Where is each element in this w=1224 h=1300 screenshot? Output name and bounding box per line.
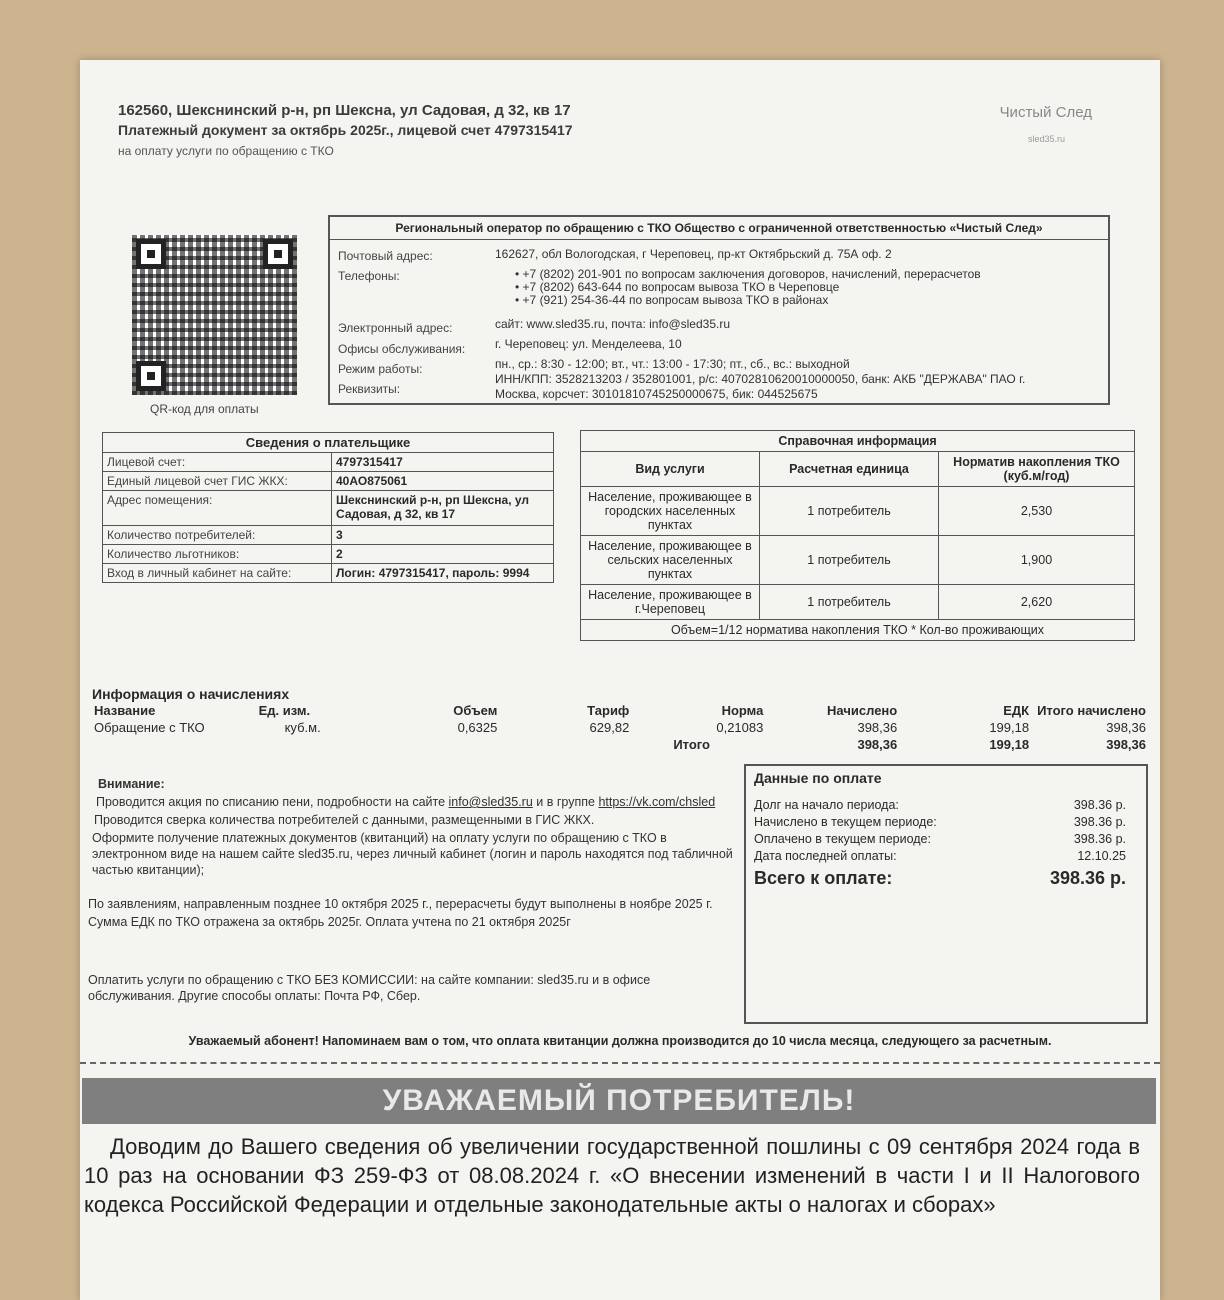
beneficiaries-count-value: 2 [332,545,554,564]
hours-label: Режим работы: [338,362,423,376]
total-label: Итого [673,737,710,752]
phone-2: • +7 (8202) 643-644 по вопросам вывоза ТКО в Череповце [515,280,840,294]
ref-cell: 2,530 [939,487,1135,536]
company-logo: Чистый След [999,104,1092,121]
operator-info-box [328,215,1110,405]
logo-url: sled35.ru [1027,134,1065,144]
accruals-total-row [90,736,1150,753]
email-link[interactable]: info@sled35.ru [448,795,533,809]
hours-value: пн., ср.: 8:30 - 12:00; вт., чт.: 13:00 - 17:30; пт., сб., вс.: выходной [495,357,850,371]
table-row [90,719,1150,736]
payment-reminder: Уважаемый абонент! Напоминаем вам о том, что оплата квитанции должна производится до 10 числа месяца, следующего за расчетным. [188,1034,1052,1048]
cabinet-login-value[interactable]: Логин: 4797315417, пароль: 9994 [332,564,554,583]
col-unit: Ед. изм. [258,703,311,718]
payer-table-title: Сведения о плательщике [103,433,554,453]
notice-payment-methods: Оплатить услуги по обращению с ТКО БЕЗ КОМИССИИ: на сайте компании: sled35.ru и в офисе обслуживания. Другие способы оплаты: Почта РФ, Сбер. [88,973,651,1003]
notice-reconciliation: Проводится сверка количества потребителей с данными, размещенными в ГИС ЖКХ. [94,813,595,827]
table-row [103,453,554,472]
gis-account-value: 40АО875061 [332,472,554,491]
banner-text: Доводим до Вашего сведения об увеличении государственной пошлины с 09 сентября 2024 года в 10 раз на основании ФЗ 259-ФЗ от 08.08.2024 г. «О внесении изменений в части I и II Налогового кодекса Российской Федерации и отдельные законодательные акты о налогах и сборах» [84,1134,1140,1217]
beneficiaries-count-label: Количество льготников: [103,545,332,564]
col-unit: Расчетная единица [760,452,939,487]
premises-address-label: Адрес помещения: [103,491,332,526]
last-payment-value: 12.10.25 [1077,849,1126,863]
paid-label: Оплачено в текущем периоде: [754,832,931,846]
col-total-charged: Итого начислено [1037,703,1146,718]
notice-title: Внимание: [98,777,165,791]
debt-label: Долг на начало периода: [754,798,899,812]
ref-cell: Население, проживающее в городских населенных пунктах [581,487,760,536]
offices-label: Офисы обслуживания: [338,342,466,356]
requisites-line-1: ИНН/КПП: 3528213203 / 352801001, р/с: 40702810620010000050, банк: АКБ "ДЕРЖАВА" ПАО г. [495,372,1026,386]
gis-account-label: Единый лицевой счет ГИС ЖКХ: [103,472,332,491]
acc-cell: 629,82 [589,720,630,735]
email-label: Электронный адрес: [338,321,453,335]
reference-table-title: Справочная информация [581,431,1135,452]
payment-title: Данные по оплате [754,770,882,786]
total-due-label: Всего к оплате: [754,868,893,888]
vk-group-link[interactable]: https://vk.com/chsled [598,795,716,809]
ref-cell: 1 потребитель [760,487,939,536]
col-service-type: Вид услуги [581,452,760,487]
table-row [103,491,554,526]
account-value: 4797315417 [332,453,554,472]
table-row [103,526,554,545]
phone-1: • +7 (8202) 201-901 по вопросам заключения договоров, начислений, перерасчетов [515,267,981,281]
consumer-banner-text [80,1132,1154,1219]
qr-caption: QR-код для оплаты [150,402,259,416]
acc-cell: 0,6325 [457,720,498,735]
col-tariff: Тариф [587,703,630,718]
consumer-banner-title: УВАЖАЕМЫЙ ПОТРЕБИТЕЛЬ! [82,1078,1156,1124]
phone-3: • +7 (921) 254-36-44 по вопросам вывоза ТКО в районах [515,293,829,307]
phones-label: Телефоны: [338,269,400,283]
table-row [103,564,554,583]
phone-2-text: +7 (8202) 643-644 по вопросам вывоза ТКО в Череповце [522,280,840,294]
email-value: сайт: www.sled35.ru, почта: info@sled35.ru [495,317,731,331]
postal-address: 162627, обл Вологодская, г Череповец, пр-кт Октябрьский д. 75А оф. 2 [495,247,892,261]
notice-electronic: Оформите получение платежных документов (квитанций) на оплату услуги по обращению с ТКО в электронном виде на нашем сайте sled35.ru, через личный кабинет (логин и пароль находятся под табличной частью квитанции); [92,831,733,877]
qr-finder-top-left [136,239,166,269]
charged-value: 398.36 р. [1073,815,1126,829]
acc-cell: куб.м. [284,720,321,735]
operator-title: Региональный оператор по обращению с ТКО Общество с ограниченной ответственностью «Чистый След» [330,217,1108,240]
notice-edk: Сумма ЕДК по ТКО отражена за октябрь 2025г. Оплата учтена по 21 октября 2025г [88,915,571,929]
qr-code[interactable] [132,235,297,395]
document-purpose: на оплату услуги по обращению с ТКО [118,144,334,158]
ref-cell: 1 потребитель [760,585,939,620]
phone-1-text: +7 (8202) 201-901 по вопросам заключения договоров, начислений, перерасчетов [522,267,981,281]
table-row [581,585,1135,620]
phone-3-text: +7 (921) 254-36-44 по вопросам вывоза ТКО в районах [522,293,829,307]
document-title: Платежный документ за октябрь 2025г., лицевой счет 4797315417 [118,122,573,138]
acc-cell: 0,21083 [716,720,764,735]
qr-finder-top-right [263,239,293,269]
col-norm: Норматив накопления ТКО (куб.м/год) [939,452,1135,487]
cabinet-login-label: Вход в личный кабинет на сайте: [103,564,332,583]
ref-cell: Население, проживающее в сельских населенных пунктах [581,536,760,585]
account-label: Лицевой счет: [103,453,332,472]
acc-cell: Обращение с ТКО [94,720,205,735]
consumers-count-label: Количество потребителей: [103,526,332,545]
col-volume: Объем [453,703,498,718]
accruals-title: Информация о начислениях [92,686,290,702]
notice-recalc: По заявлениям, направленным позднее 10 октября 2025 г., перерасчеты будут выполнены в ноябре 2025 г. [88,897,713,911]
consumers-count-value: 3 [332,526,554,545]
cut-line [80,1062,1160,1064]
notice-promo-text-2: и в группе [536,795,595,809]
acc-cell: 398,36 [1106,720,1146,735]
requisites-line-2: Москва, корсчет: 30101810745250000675, бик: 044525675 [495,387,818,401]
payer-info-table [102,432,554,583]
offices-value: г. Череповец: ул. Менделеева, 10 [495,337,682,351]
notice-promo [88,794,738,810]
debt-value: 398.36 р. [1073,798,1126,812]
notice-promo-text: Проводится акция по списанию пени, подробности на сайте [96,795,446,809]
table-row [581,487,1135,536]
acc-cell: 398,36 [857,720,898,735]
total-charged: 398,36 [857,737,898,752]
accruals-header-row [90,702,1150,719]
col-edk: ЕДК [1003,703,1030,718]
reference-footer: Объем=1/12 норматива накопления ТКО * Кол-во проживающих [581,620,1135,641]
accruals-table [90,702,1150,753]
qr-finder-bottom-left [136,361,166,391]
ref-cell: 1 потребитель [760,536,939,585]
notice-block [88,776,738,1006]
table-row [103,545,554,564]
postal-label: Почтовый адрес: [338,249,433,263]
charged-label: Начислено в текущем периоде: [754,815,937,829]
acc-cell: 199,18 [989,720,1030,735]
ref-cell: 1,900 [939,536,1135,585]
paid-value: 398.36 р. [1073,832,1126,846]
payment-data-box [744,764,1148,1024]
col-charged: Начислено [827,703,898,718]
total-all: 398,36 [1106,737,1146,752]
requisites-label: Реквизиты: [338,382,401,396]
col-name: Название [94,703,156,718]
last-payment-label: Дата последней оплаты: [754,849,897,863]
payment-document [80,60,1160,1300]
total-edk: 199,18 [989,737,1030,752]
payer-address-line: 162560, Шекснинский р-н, рп Шексна, ул Садовая, д 32, кв 17 [118,102,571,119]
col-norm: Норма [721,703,764,718]
ref-cell: 2,620 [939,585,1135,620]
reference-info-table [580,430,1135,641]
table-row [581,536,1135,585]
premises-address-value: Шекснинский р-н, рп Шексна, ул Садовая, д 32, кв 17 [332,491,554,526]
total-due-value: 398.36 р. [1049,868,1126,888]
ref-cell: Население, проживающее в г.Череповец [581,585,760,620]
table-row [103,472,554,491]
